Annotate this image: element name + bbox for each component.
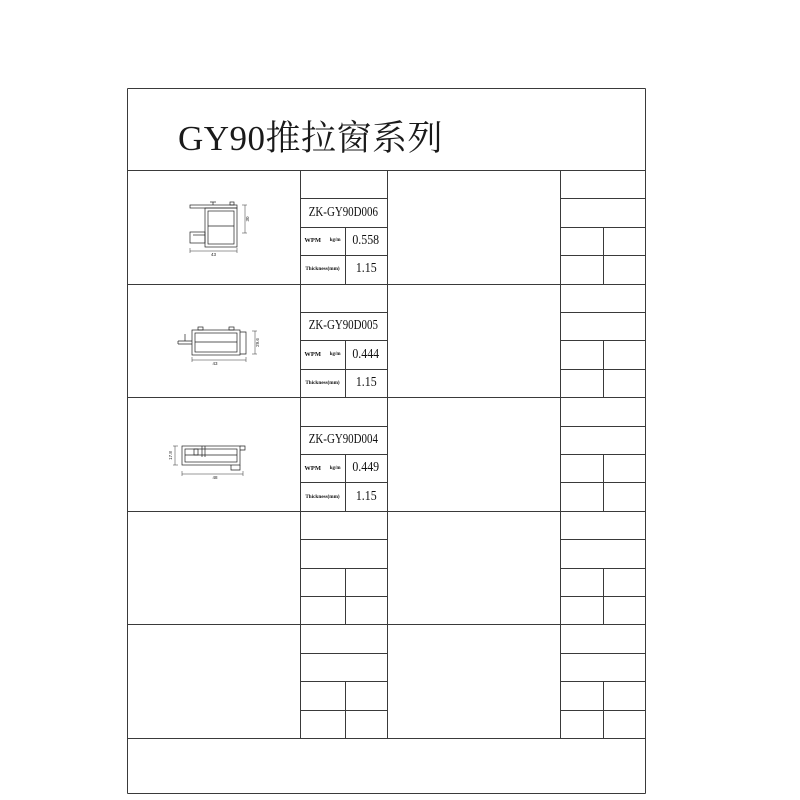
wpm-value-text: 0.444	[352, 346, 380, 362]
wpm-label: WPM	[304, 351, 321, 359]
empty-profile-row	[127, 511, 645, 625]
profile-drawing	[127, 284, 300, 398]
thickness-label-cell	[300, 255, 345, 283]
profile-outline	[182, 446, 245, 470]
wpm-unit: kg/m	[329, 352, 341, 358]
dimension-label: 43	[212, 360, 218, 366]
wpm-value	[345, 454, 387, 482]
dimension-label: 30	[245, 216, 250, 222]
thickness-value	[345, 369, 387, 397]
model-number	[300, 198, 387, 226]
wpm-value	[345, 227, 387, 255]
dimension-lines	[192, 331, 257, 362]
page-title: GY90推拉窗系列	[178, 119, 444, 158]
thickness-label-cell	[300, 482, 345, 510]
thickness-label: Thickness(mm)	[305, 266, 340, 273]
wpm-label-cell	[300, 227, 345, 255]
wpm-label-cell	[300, 340, 345, 368]
dimension-label: 43	[210, 252, 217, 257]
profile-outline	[190, 202, 237, 247]
thickness-label: Thickness(mm)	[305, 493, 340, 500]
profile-drawing	[127, 397, 300, 511]
wpm-value-text: 0.558	[352, 232, 380, 248]
dimension-lines	[190, 205, 247, 253]
model-number-text: ZK-GY90D004	[308, 431, 379, 447]
empty-profile-row	[127, 624, 645, 738]
profile-drawing	[127, 170, 300, 284]
model-number	[300, 312, 387, 340]
wpm-unit: kg/m	[329, 238, 341, 244]
profile-outline	[178, 327, 246, 355]
thickness-value	[345, 482, 387, 510]
model-number	[300, 426, 387, 454]
thickness-label-cell	[300, 369, 345, 397]
model-number-text: ZK-GY90D005	[308, 318, 379, 334]
dimension-label: 29.6	[255, 337, 260, 347]
dimension-label: 17.8	[168, 451, 173, 461]
dimension-label: 48	[212, 475, 218, 481]
wpm-unit: kg/m	[329, 465, 341, 471]
wpm-label: WPM	[304, 237, 321, 245]
thickness-value	[345, 255, 387, 283]
profile-row	[127, 170, 645, 284]
profile-row	[127, 284, 645, 398]
thickness-value-text: 1.15	[355, 488, 377, 504]
thickness-value-text: 1.15	[355, 261, 377, 277]
wpm-label: WPM	[304, 464, 321, 472]
wpm-value-text: 0.449	[352, 460, 380, 476]
wpm-label-cell	[300, 454, 345, 482]
model-number-text: ZK-GY90D006	[308, 204, 379, 220]
wpm-value	[345, 340, 387, 368]
dimension-lines	[173, 446, 243, 476]
profile-row	[127, 397, 645, 511]
thickness-label: Thickness(mm)	[305, 379, 340, 386]
thickness-value-text: 1.15	[355, 374, 377, 390]
